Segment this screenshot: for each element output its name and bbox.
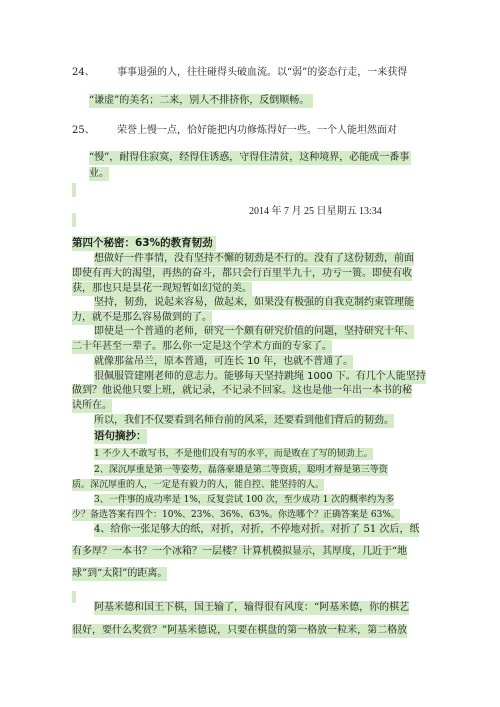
paragraph-1-line-2: 即使有再大的渴望，再热的奋斗，都只会行百里半九十，功亏一篑。即使有收 <box>72 268 412 279</box>
quote-3-line-2: 少？备选答案有四个：10%、23%、36%、63%。你选哪个？正确答案是 63%。 <box>72 510 400 520</box>
highlight-mark <box>72 213 76 227</box>
item-24-line-1: 事事退强的人，往往碰得头破血流。以“弱”的姿态行走，一来获得 <box>117 67 408 78</box>
quote-1-line-1: 1 不少人不敢写书，不是他们没有写的水平，而是败在了写的韧劲上。 <box>94 449 373 459</box>
item-25-line-2: “慢”，耐得住寂寞，经得住诱惑，守得住清贫，这种境界，必能成一番事 <box>89 152 410 163</box>
bottom-paragraph-line-1: 阿基米德和国王下棋，国王输了，输得很有风度：“阿基米德，你的棋艺 <box>94 602 410 613</box>
section-heading: 第四个秘密：63%的教育韧劲 <box>72 236 216 251</box>
paragraph-5-line-3: 诀所在。 <box>72 400 112 411</box>
timestamp: 2014 年 7 月 25 日星期五 13:34 <box>249 206 382 217</box>
paragraph-6-line-1: 所以，我们不仅要看到名师台前的风采，还要看到他们背后的韧劲。 <box>94 415 394 426</box>
bottom-paragraph-line-2: 很好，要什么奖赏？”阿基米德说，只要在棋盘的第一格放一粒米，第二格放 <box>72 625 408 636</box>
quotes-title: 语句摘抄： <box>94 430 147 442</box>
paragraph-1-line-3: 获，那也只是昙花一现短暂如幻觉的美。 <box>72 283 252 294</box>
quote-2-line-2: 质。深沉厚重的人，一定是有毅力的人，能自控、能坚持的人。 <box>72 480 325 490</box>
paragraph-2-line-2: 力，就不是那么容易做到的了。 <box>72 312 212 323</box>
paragraph-3-line-2: 二十年甚至一辈子。那么你一定是这个学术方面的专家了。 <box>72 341 332 352</box>
item-25-line-1: 荣誉上慢一点，恰好能把内功修炼得好一些。一个人能坦然面对 <box>117 125 397 136</box>
paragraph-1-line-1: 想做好一件事情，没有坚持不懈的韧劲是不行的。没有了这份韧劲，前面 <box>94 253 414 264</box>
paragraph-4-line-1: 就像那盆吊兰，原本普通，可连长 10 年，也就不普通了。 <box>94 356 354 367</box>
quote-2-line-1: 2、深沉厚重是第一等姿势，磊落豪雄是第二等资质，聪明才辩是第三等资 <box>94 465 388 475</box>
paragraph-2-line-1: 坚持，韧劲，说起来容易，做起来，如果没有极强的自我克制约束管理能 <box>94 297 414 308</box>
item-25-line-3: 业。 <box>89 168 109 179</box>
item-24-number: 24、 <box>72 67 95 78</box>
highlight-mark <box>72 591 76 603</box>
highlight-mark <box>72 183 76 197</box>
quote-4-line-1: 4、给你一张足够大的纸，对折，对折，不停地对折。对折了 51 次后，纸 <box>94 524 420 535</box>
quote-4-line-2: 有多厚？一本书？一个冰箱？一层楼？计算机模拟显示，其厚度，几近于“地 <box>72 546 408 557</box>
paragraph-5-line-2: 做到？他说他只要上班，就记录，不记录不回家。这也是他一年出一本书的秘 <box>72 385 412 396</box>
quote-3-line-1: 3、一件事的成功率是 1%，反复尝试 100 次，至少成功 1 次的概率约为多 <box>94 495 395 505</box>
item-25-number: 25、 <box>72 125 95 136</box>
paragraph-3-line-1: 即使是一个普通的老师，研究一个颇有研究价值的问题，坚持研究十年、 <box>94 326 414 337</box>
quote-4-line-3: 球”到“太阳”的距离。 <box>72 568 168 579</box>
item-24-line-2: “谦虚”的美名；二来，别人不排挤你，反倒顺畅。 <box>89 94 313 108</box>
paragraph-5-line-1: 很佩服管建刚老师的意志力。能够每天坚持跳绳 1000 下。有几个人能坚持 <box>94 371 426 382</box>
